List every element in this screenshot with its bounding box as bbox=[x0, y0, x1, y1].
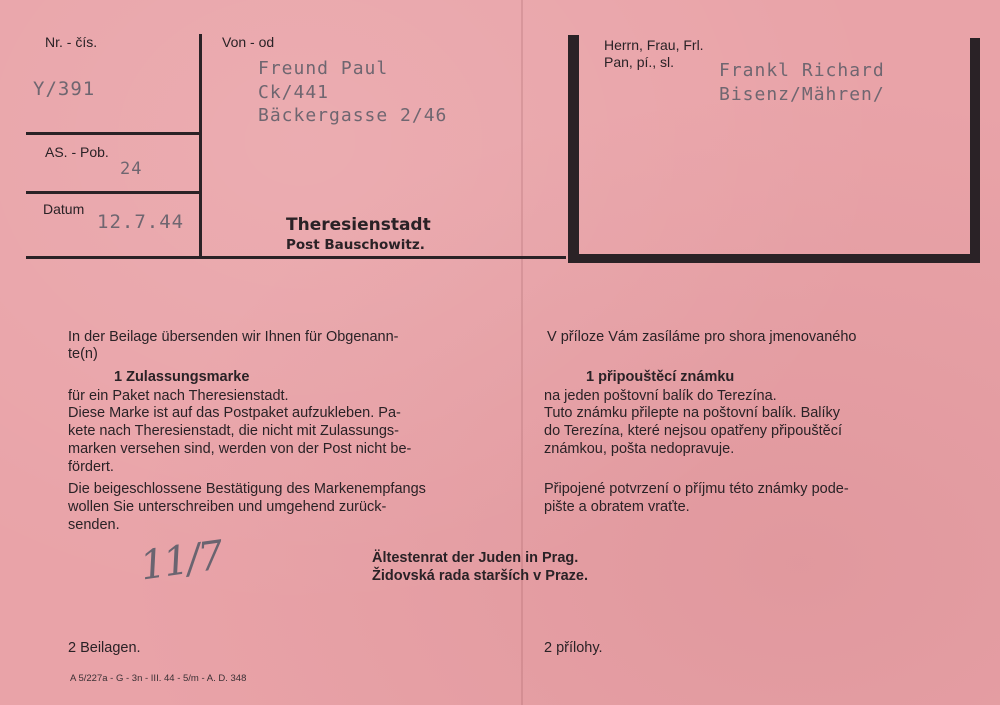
german-line: senden. bbox=[68, 517, 120, 533]
recipient-label-2: Pan, pí., sl. bbox=[604, 54, 675, 70]
german-line: Die beigeschlossene Bestätigung des Markenempfangs bbox=[68, 481, 426, 497]
recipient-label-1: Herrn, Frau, Frl. bbox=[604, 37, 704, 53]
fold-crease bbox=[521, 0, 523, 705]
czech-line: do Terezína, které nejsou opatřeny připouštěcí bbox=[544, 423, 842, 439]
recipient-box-left bbox=[568, 35, 579, 263]
vertical-divider bbox=[199, 34, 202, 256]
sender-code: Ck/441 bbox=[258, 82, 330, 103]
stamp-post-bauschowitz: Post Bauschowitz. bbox=[286, 237, 425, 253]
recipient-box-bottom bbox=[568, 254, 980, 263]
german-intro-2: te(n) bbox=[68, 346, 98, 362]
czech-line: Tuto známku přilepte na poštovní balík. Balíky bbox=[544, 405, 841, 421]
german-line: für ein Paket nach Theresienstadt. bbox=[68, 388, 289, 404]
von-label: Von - od bbox=[222, 34, 275, 50]
signature-line-1: Ältestenrat der Juden in Prag. bbox=[372, 550, 579, 566]
german-line: marken versehen sind, werden von der Post nicht be- bbox=[68, 441, 412, 457]
signature-line-2: Židovská rada starších v Praze. bbox=[372, 568, 588, 584]
form-code: A 5/227a - G - 3n - III. 44 - 5/m - A. D. 348 bbox=[70, 673, 247, 684]
nr-value: Y/391 bbox=[33, 78, 96, 100]
recipient-box-right bbox=[970, 38, 980, 263]
german-line: Diese Marke ist auf das Postpaket aufzukleben. Pa- bbox=[68, 405, 401, 421]
as-label: AS. - Pob. bbox=[45, 144, 109, 160]
german-intro-1: In der Beilage übersenden wir Ihnen für Obgenann- bbox=[68, 329, 399, 345]
czech-intro: V příloze Vám zasíláme pro shora jmenovaného bbox=[547, 329, 857, 345]
german-heading: 1 Zulassungsmarke bbox=[114, 369, 250, 385]
horizontal-divider bbox=[26, 256, 566, 259]
german-line: kete nach Theresienstadt, die nicht mit Zulassungs- bbox=[68, 423, 399, 439]
czech-confirm-1: Připojené potvrzení o příjmu této známky pode- bbox=[544, 481, 849, 497]
czech-heading: 1 připouštěcí známku bbox=[586, 369, 735, 385]
czech-confirm-2: pište a obratem vraťte. bbox=[544, 499, 690, 515]
sender-name: Freund Paul bbox=[258, 58, 389, 79]
german-line: wollen Sie unterschreiben und umgehend zurück- bbox=[68, 499, 387, 515]
divider-line bbox=[26, 191, 199, 194]
datum-value: 12.7.44 bbox=[97, 211, 185, 233]
as-value: 24 bbox=[120, 159, 143, 179]
datum-label: Datum bbox=[43, 201, 85, 217]
sender-address: Bäckergasse 2/46 bbox=[258, 105, 448, 126]
czech-line: známkou, pošta nedopravuje. bbox=[544, 441, 735, 457]
czech-line: na jeden poštovní balík do Terezína. bbox=[544, 388, 777, 404]
recipient-name: Frankl Richard bbox=[719, 60, 885, 81]
czech-enclosures: 2 přílohy. bbox=[544, 640, 603, 656]
german-enclosures: 2 Beilagen. bbox=[68, 640, 141, 656]
nr-label: Nr. - čís. bbox=[45, 34, 98, 50]
recipient-place: Bisenz/Mähren/ bbox=[719, 84, 885, 105]
german-line: fördert. bbox=[68, 459, 114, 475]
stamp-theresienstadt: Theresienstadt bbox=[286, 215, 431, 235]
handwritten-note: 11/7 bbox=[137, 532, 225, 590]
divider-line bbox=[26, 132, 199, 135]
